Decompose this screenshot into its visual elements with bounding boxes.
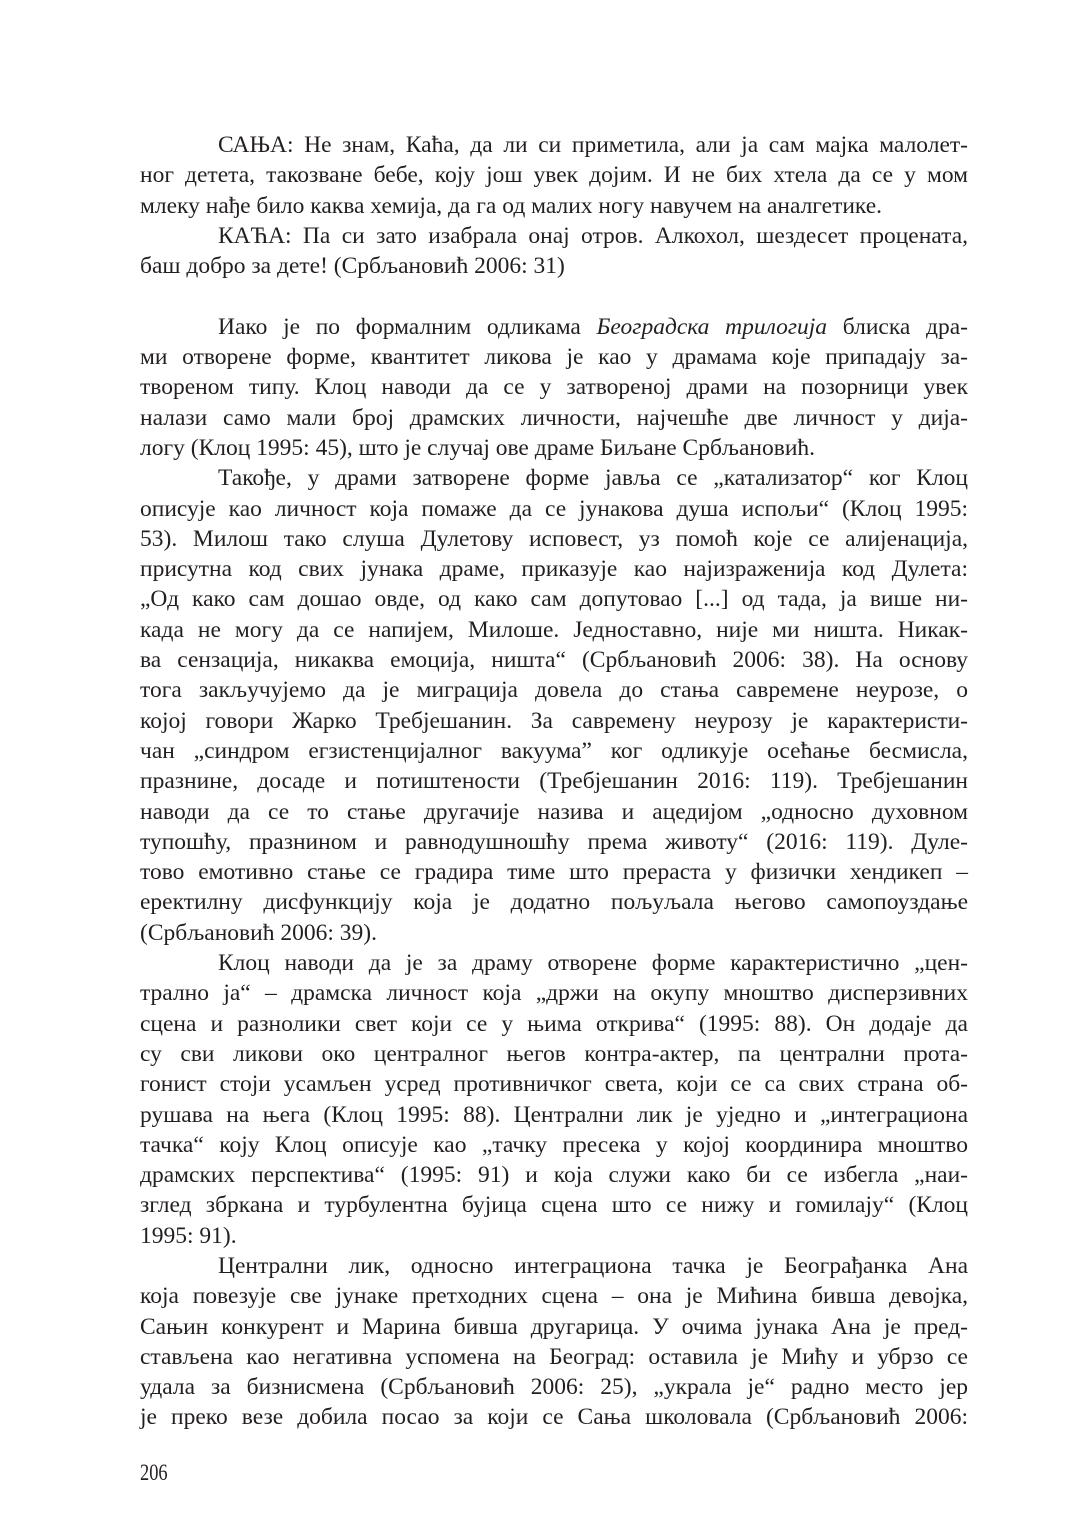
text-line: стављена као негативна успомена на Београд: оставила је Мићу и убрзо се: [140, 1343, 968, 1370]
text-line: тога закључујемо да је миграција довела до стања савремене неурозе, о: [140, 677, 968, 704]
text-line: зглед збркана и турбулентна бујица сцена што се нижу и гомилају“ (Клоц: [140, 1192, 968, 1219]
paragraph-spacer: [140, 281, 968, 311]
text-line: чан „синдром егзистенцијалног вакуума” ког одликује осећање бесмисла,: [140, 737, 968, 764]
text-line: су сви ликови око централног његов контра-актер, па централни прота-: [140, 1040, 968, 1067]
text-line: тово емотивно стање се градира тиме што прераста у физички хендикеп –: [140, 859, 968, 886]
text-line: којој говори Жарко Требјешанин. За савремену неурозу је карактеристи-: [140, 707, 968, 734]
text-line: Централни лик, односно интеграциона тачка је Београђанка Ана: [218, 1252, 968, 1279]
text-line: описује као личност која помаже да се јунакова душа испољи“ (Клоц 1995:: [140, 495, 968, 522]
body-paragraph: [140, 1251, 968, 1433]
body-paragraph: [140, 948, 968, 1251]
page-body: [140, 130, 968, 1433]
text-line: сцена и разнолики свет који се у њима открива“ (1995: 88). Он додаје да: [140, 1010, 968, 1037]
text-line: (Србљановић 2006: 39).: [140, 919, 377, 946]
text-segment: блиска дра-: [827, 313, 968, 340]
text-line: Такође, у драми затворене форме јавља се „катализатор“ ког Клоц: [218, 465, 968, 492]
text-line: је преко везе добила посао за који се Сања школовала (Србљановић 2006:: [140, 1404, 968, 1431]
text-line: млеку нађе било каква хемија, да га од малих ногу навучем на аналгетике.: [140, 192, 883, 219]
body-paragraph: [140, 312, 968, 463]
text-line: твореном типу. Клоц наводи да се у затвореној драми на позорници увек: [140, 374, 968, 401]
text-line: наводи да се то стање другачије назива и ацедијом „односно духовном: [140, 798, 968, 825]
text-line: ва сензација, никаква емоција, ништа“ (Србљановић 2006: 38). На основу: [140, 647, 968, 674]
text-line: „Од како сам дошао овде, од како сам допутовао [...] од тада, ја више ни-: [140, 586, 968, 613]
italic-title: Београдска трилогија: [596, 313, 828, 340]
text-line: ног детета, такозване бебе, коју још увек дојим. И не бих хтела да се у мом: [140, 162, 968, 189]
text-line: када не могу да се напијем, Милоше. Једноставно, није ми ништа. Никак-: [140, 616, 968, 643]
text-line: драмских перспектива“ (1995: 91) и која служи како би се избегла „наи-: [140, 1162, 968, 1189]
text-line: 1995: 91).: [140, 1222, 237, 1249]
text-line: Клоц наводи да је за драму отворене форме карактеристично „цен-: [218, 950, 968, 977]
text-line: 53). Милош тако слуша Дулетову исповест, уз помоћ које се алијенација,: [140, 525, 968, 552]
text-line: трално ја“ – драмска личност која „држи на окупу мноштво дисперзивних: [140, 980, 968, 1007]
text-line: КАЋА: Па си зато изабрала онај отров. Алкохол, шездесет процената,: [218, 222, 968, 249]
text-line: баш добро за дете! (Србљановић 2006: 31): [140, 253, 565, 280]
dialogue-paragraph: [140, 221, 968, 282]
text-line: логу (Клоц 1995: 45), што је случај ове драме Биљане Србљановић.: [140, 434, 816, 461]
text-line: еректилну дисфункцију која је додатно пољуљала његово самопоуздање: [140, 889, 968, 916]
text-line: Сањин конкурент и Марина бивша другарица. У очима јунака Ана је пред-: [140, 1313, 968, 1340]
text-line: празнине, досаде и потиштености (Требјешанин 2016: 119). Требјешанин: [140, 768, 968, 795]
text-line: САЊА: Не знам, Каћа, да ли си приметила, али ја сам мајка малолет-: [218, 132, 968, 158]
text-line: налази само мали број драмских личности, најчешће две личност у дија-: [140, 404, 968, 431]
body-paragraph: [140, 463, 968, 948]
page-number: 206: [140, 1460, 168, 1485]
dialogue-paragraph: [140, 130, 968, 221]
text-line: рушава на њега (Клоц 1995: 88). Централни лик је уједно и „интеграциона: [140, 1101, 968, 1128]
text-line: [140, 312, 968, 342]
text-line: тупошћу, празнином и равнодушношћу према животу“ (2016: 119). Дуле-: [140, 828, 968, 855]
text-line: гонист стоји усамљен усред противничког света, који се са свих страна об-: [140, 1071, 968, 1098]
text-segment: Иако је по формалним одликама: [218, 313, 597, 340]
text-line: која повезује све јунаке претходних сцена – она је Мићина бивша девојка,: [140, 1283, 968, 1310]
text-line: присутна код свих јунака драме, приказује као најизраженија код Дулета:: [140, 556, 968, 583]
text-line: тачка“ коју Клоц описује као „тачку пресека у којој координира мноштво: [140, 1131, 968, 1158]
text-line: ми отворене форме, квантитет ликова је као у драмама које припадају за-: [140, 344, 968, 371]
text-line: удала за бизнисмена (Србљановић 2006: 25), „украла је“ радно место јер: [140, 1374, 968, 1401]
